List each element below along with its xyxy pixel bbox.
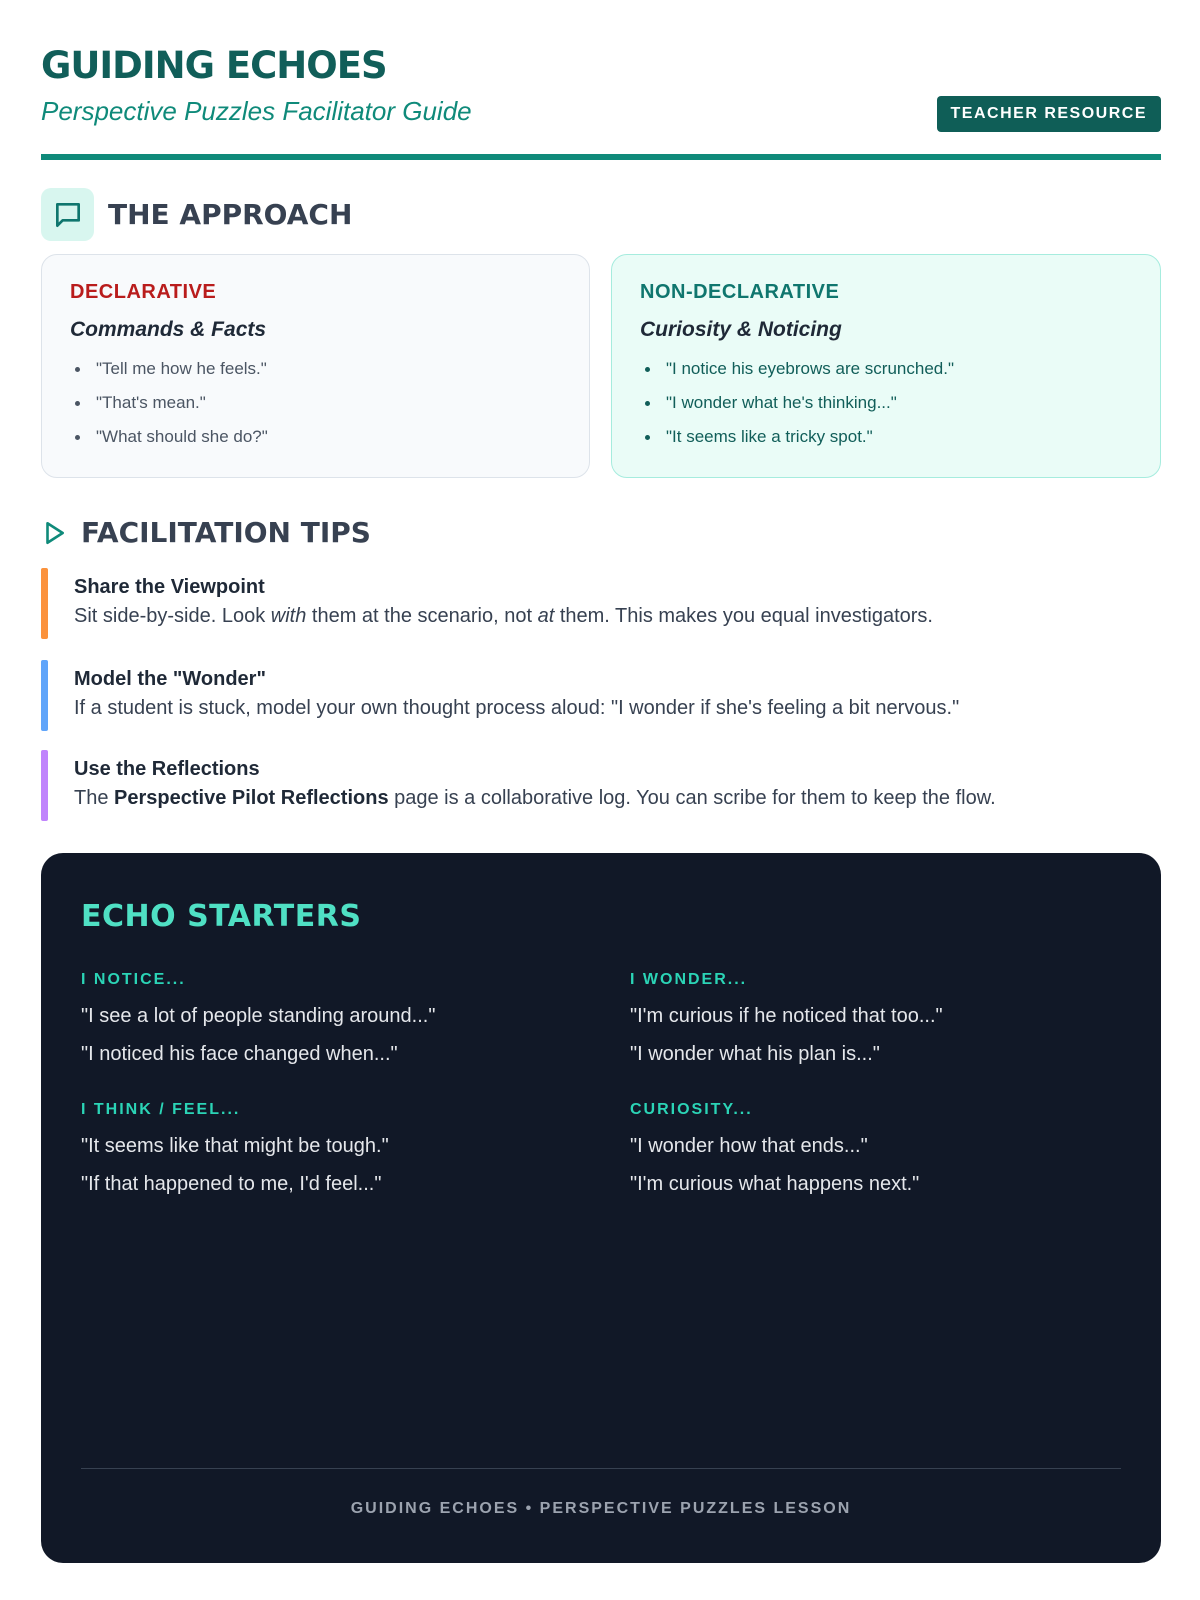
declarative-label: DECLARATIVE: [70, 281, 217, 303]
page-subtitle: Perspective Puzzles Facilitator Guide: [41, 96, 472, 126]
starter-line: "I see a lot of people standing around...": [81, 1005, 436, 1027]
tip-title: Share the Viewpoint: [74, 576, 265, 598]
non-declarative-card: [611, 254, 1161, 478]
starter-line: "If that happened to me, I'd feel...": [81, 1173, 382, 1195]
tip-title: Use the Reflections: [74, 758, 260, 780]
starter-label: CURIOSITY...: [630, 1101, 753, 1118]
starter-line: "It seems like that might be tough.": [81, 1135, 389, 1157]
starter-label: I WONDER...: [630, 971, 748, 988]
starter-group-notice: [81, 971, 561, 1073]
declarative-list: [70, 352, 561, 454]
tips-section-header: [41, 516, 371, 549]
starter-group-wonder: [630, 971, 1110, 1073]
list-item: "Tell me how he feels.": [70, 352, 561, 386]
tip-accent-bar: [41, 750, 48, 821]
starter-label: I THINK / FEEL...: [81, 1101, 241, 1118]
list-item: "I wonder what he's thinking...": [640, 386, 1132, 420]
tips-section-title: FACILITATION TIPS: [81, 516, 371, 549]
starter-label: I NOTICE...: [81, 971, 186, 988]
declarative-subtitle: Commands & Facts: [70, 318, 267, 341]
echo-starters-panel: [41, 853, 1161, 1563]
page-header: [41, 44, 1161, 160]
starter-group-curiosity: [630, 1101, 1110, 1203]
tip-text: The Perspective Pilot Reflections page is a collaborative log. You can scribe for them to keep the flow.: [74, 787, 996, 809]
tip-title: Model the "Wonder": [74, 668, 266, 690]
non-declarative-list: [640, 352, 1132, 454]
tip-text: Sit side-by-side. Look with them at the scenario, not at them. This makes you equal investigators.: [74, 605, 933, 627]
tip-text: If a student is stuck, model your own thought process aloud: "I wonder if she's feeling a bit nervous.": [74, 697, 960, 719]
non-declarative-label: NON-DECLARATIVE: [640, 281, 840, 303]
panel-footer: GUIDING ECHOES • PERSPECTIVE PUZZLES LESSON: [350, 1500, 852, 1517]
starter-line: "I noticed his face changed when...": [81, 1043, 398, 1065]
message-square-icon: [41, 188, 94, 241]
teacher-resource-badge: TEACHER RESOURCE: [937, 96, 1161, 132]
list-item: "That's mean.": [70, 386, 561, 420]
list-item: "What should she do?": [70, 420, 561, 454]
approach-section-header: [41, 188, 352, 241]
starter-line: "I wonder what his plan is...": [630, 1043, 880, 1065]
non-declarative-subtitle: Curiosity & Noticing: [640, 318, 842, 341]
tip-accent-bar: [41, 660, 48, 731]
starter-line: "I'm curious what happens next.": [630, 1173, 920, 1195]
play-icon: [41, 520, 67, 546]
starter-line: "I'm curious if he noticed that too...": [630, 1005, 943, 1027]
page-title: GUIDING ECHOES: [41, 44, 387, 87]
starter-line: "I wonder how that ends...": [630, 1135, 868, 1157]
tip-accent-bar: [41, 568, 48, 639]
tip-use-reflections: [41, 750, 1161, 821]
list-item: "I notice his eyebrows are scrunched.": [640, 352, 1132, 386]
tip-share-viewpoint: [41, 568, 1161, 639]
starter-group-think-feel: [81, 1101, 561, 1203]
tip-model-wonder: [41, 660, 1161, 731]
declarative-card: [41, 254, 590, 478]
list-item: "It seems like a tricky spot.": [640, 420, 1132, 454]
footer-divider: [81, 1468, 1121, 1469]
approach-section-title: THE APPROACH: [108, 198, 353, 231]
echo-starters-title: ECHO STARTERS: [81, 899, 362, 934]
